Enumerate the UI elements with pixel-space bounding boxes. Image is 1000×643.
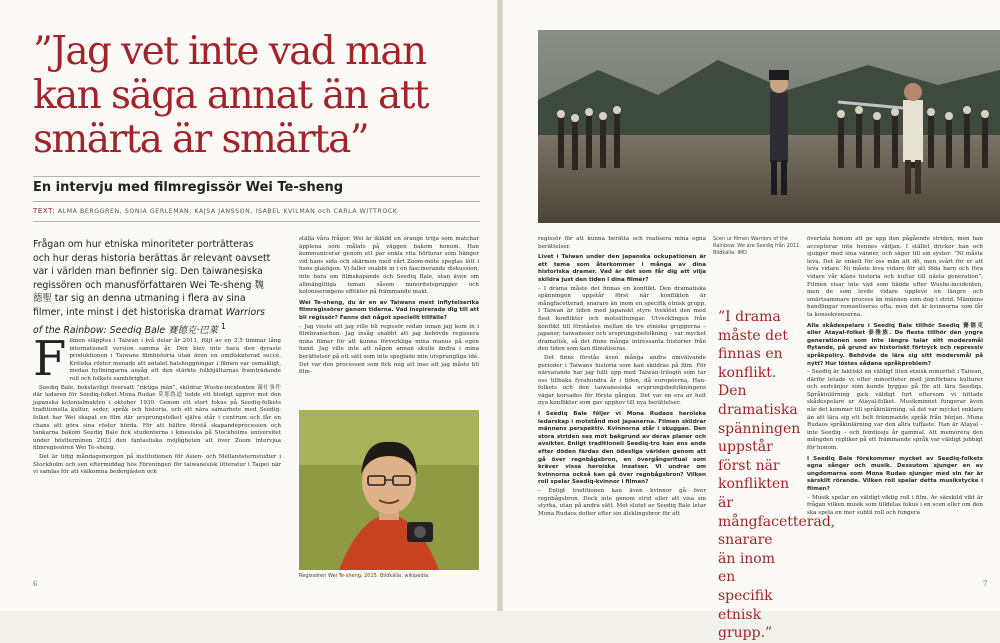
page-number-right: 7 xyxy=(983,580,988,588)
photo-caption: Scen ur filmen Warriors of the Rainbow: We are Seediq från 2011. Bildkälla: IMD xyxy=(713,236,801,256)
interview-question: I Seediq Bale förekommer mycket av Seediq-folkets egna sånger och musik. Dessutom sjunger en av ungdomarna som Mona Rudao sjunger med sin far är särskilt rörande. Vilken roll spelar detta musikstycke i filmen? xyxy=(807,455,983,492)
interview-question: I Seediq Bale följer vi Mona Rudaos heroiska ledarskap i motstånd mot japanerna. Filmen skildrar männens perspektiv. Kvinnorna står i skuggan. Den stora striden ses mot bakgrund av deras planer och avsikter. Enligt traditionell Seediq-tro kan ens ande efter döden färdas den ödesliga världen genom att gå över regnbågsbron, en övergångsritual som kräver vissa heroiska insatser. Vi undrar om kvinnorna också kan gå över regnbågsbron? Vilken roll spelar Seediq-kvinnor i filmen? xyxy=(538,411,706,486)
body-paragraph: Seediq Bale, bokstavligt översatt ”riktiga män”, skildrar Wushe-incidenten 霧社事件 där ledaren för Seediq-folket Mona Rudao 莫那魯道 ledde ett blodigt uppror mot den japanska kolonialmakten i oktober 1930. Genom ett stort fokus på Seediq-folkets traditionella kultur, seder, språk och historia, och ett nära samarbete med Seediq-folket har Wei skapat en film där ursprungsfolket själva står i centrum och får en chans att göra sina röster hörda. För att bättre förstå skapandeprocessen och tankarna bakom Seediq Bale fick studenterna i kinesiska på Stockholms universitet under höstterminen 2023 den fantastiska möjligheten att över Zoom intervjua filmregissören Wei Te-sheng. xyxy=(33,384,281,452)
left-page xyxy=(0,0,497,611)
credits-authors: ALMA BERGGREN, SONIA GERLEMAN, KAJSA JANSSON, ISABEL KVILMAN xyxy=(57,208,316,215)
pull-quote: ”I drama måste det finnas en konflikt. Den dramatiska spänningen uppstår först när konflikten är mångfacetterad, snarare än inom en specifik etnisk grupp.” xyxy=(718,309,836,642)
film-scene-photo xyxy=(538,30,1000,223)
interview-answer: övertala honom att ge upp den pågående striden, men han accepterar inte hennes vädjan. I stället dricker han och sjunger med sina vänner, och säger till sin syster: ”Ni måste leva. Det är enkelt för oss män att dö, men svårt för er att leva vidare. Ni måste leva vidare för att föda barn och föra vidare vår klans historia och kultur till nästa generation”. Filmen visar inte vad som hände efter Wushe-incidenten, men de som levde vidare uppleve en längre och smärtsammare process än männen som dog i strid. Männens handlingar romantiseras ofta, men det är kvinnorna som får ta konsekvenserna. xyxy=(807,236,983,318)
article-ingress xyxy=(33,238,273,337)
drop-cap: F xyxy=(33,331,67,387)
credits-label: TEXT: xyxy=(33,207,56,215)
body-paragraph: Det är tidig måndagsmorgon på institutionen för Asien- och Mellanösternstudier i Stockholm och sen eftermiddag hos Föreningen för taiwanesisk litteratur i Taipei när vi samlas för att välkomna bedergästen och xyxy=(33,453,281,476)
interview-answer: – I drama måste det finnas en konflikt. Den dramatiska spänningen uppstår först när konflikten är mångfacetterad, snarare än inom en specifik etnisk grupp. I Taiwan är tiden med japanskt styre tveklöst den med flest konflikter och motsättningar. Utvecklingen från konflikt till förståelse mellan de tre etniska grupperna – japaner, taiwaneser och ursprungsbefolkning – var mycket dramatisk, så det finns många intressanta historier från den tiden som kan filmatiseras. xyxy=(538,285,706,353)
interview-question: Alla skådespelare i Seediq Bale tillhör Seediq 賽德克 eller Atayal-folket 泰雅族. De flesta tillhör den yngre generationen som inte längre talar sitt modersmål flytande, på grund av historiskt förtryck och repressiv språkpolicy. Behövde de lära sig sitt modersmål på nytt? Hur löstes sådana språkproblem? xyxy=(807,322,983,367)
right-page xyxy=(503,0,1000,642)
interview-question: Wei Te-sheng, du är en av Taiwans mest inflytelserika filmregissörer genom tiderna. Vad inspirerade dig till att bli regissör? Fanns det något speciellt tillfälle? xyxy=(299,299,479,321)
author-credits xyxy=(33,207,483,215)
credits-and: och xyxy=(317,208,331,215)
film-scene-illustration xyxy=(538,30,1000,223)
interview-answer: – Musik spelar en väldigt viktig roll i film. Av särskild vikt är frågan vilken musik som tilldelas fokus i en scen eller om den ska spela en mer subtil roll och fungera xyxy=(807,494,983,516)
ingress-text: Frågan om hur etniska minoriteter porträtteras och hur deras historia berättas är relevant oavsett var i världen man befinner sig. Den taiwanesiska regissören och manusförfattaren Wei Te-sheng 魏德聖 tar sig an denna utmaning i flera av sina filmer, inte minst i det historiska dramat xyxy=(33,239,271,318)
body-paragraph: ställa våra frågor. Wei är iklädd en orange tröja som matchar äpplena som målats på väggen bakom honom. Han kommunicerar genom ett par enkla vita hörlurar som hänger vid hans sida och skärmen med vårt Zoom-möte speglas lätt i hans glasögon. Vi faller snabbt in i en fascinerande diskussion, inte bara om filmskapande och Seediq Bale, utan även om allmängiltiga teman såsom minoritetsgrupper och koloniseringens effekter på främmande makt. xyxy=(299,236,479,296)
title-rule xyxy=(33,176,480,177)
body-column-3 xyxy=(538,236,706,581)
interview-answer: Det finns förstås även många andra omvälvande perioder i Taiwans historia som kan skildras på film. För närvarande har jag fullt upp med Taiwan-trilogin som tar oss tillbaka fyrahundra år i tiden, då européerna, Han-folkets och den taiwanesiska ursprungsbefolkningens vägar korsades för första gången. Det var en era av helt nya konflikter som gav upphov till nya berättelser. xyxy=(538,354,706,407)
body-column-2 xyxy=(299,236,479,406)
interview-question: Livet i Taiwan under den japanska ockupationen är ett tema som återkommer i många av dina historiska dramer. Vad är det som får dig att vilja skildra just den tiden i dina filmer? xyxy=(538,254,706,283)
body-paragraph: ilmen släpptes i Taiwan i två delar år 2011, följt av en 2,5 timmar lång internationell version samma år. Den blev inte bara den dyraste produktionen i Taiwans filmhistoria utan även en omdiskuterad succé. Kritiska röster menade att antalet halshuggningar i filmen var osmakligt, medan hyllningarna ansåg att den stärkte folkhjältarnas framträdande roll och folkets samhörighet. xyxy=(69,338,281,382)
subtitle-rule xyxy=(33,201,480,202)
interview-answer: regissör för att kunna berätta och realisera mina egna berättelser. xyxy=(538,236,706,250)
body-column-4 xyxy=(807,236,983,581)
ingress-footnote: 1 xyxy=(221,321,227,331)
body-column-1 xyxy=(33,331,281,583)
interview-answer: – Seediq är faktiskt en väldigt liten etnisk minoritet i Taiwan, därför letade vi efter minoriteter med jämförbara kulturer och sedvänjor som kunde byggas på för att lära Seediqs. Språkinlärning gick väldigt fort eftersom vi hittade skådespelare ur Atayal-folket. Musikminnet fungerar även när det kommer till språkinlärning, så det var mycket enklare än att lära sig ett helt främmande språk från början. Mona Rudaos språkinlärning var den allra tuffaste. Han är Atayal – inte Seediq – och femtiosju år gammal. Att memorera den mängden repliker på ett främmande språk var väldigt jobbigt för honom. xyxy=(807,369,983,452)
page-number-left: 6 xyxy=(33,580,38,588)
article-title: ”Jag vet inte vad man kan säga annat än att smärta är smärta” xyxy=(33,29,428,162)
ingress-film-title: Warriors of the Rainbow: Seediq Bale 賽德克·巴萊 xyxy=(33,306,265,336)
article-subtitle: En intervju med filmregissör Wei Te-sheng xyxy=(33,180,344,195)
portrait-caption: Regissören Wei Te-sheng, 2015. Bildkälla: wikipedia. xyxy=(299,573,430,579)
director-portrait xyxy=(299,410,479,570)
interview-answer: – Enligt traditionen kan även kvinnor gå över regnbågsbron. Dock inte genom strid eller att visa sin styrka, utan på andra sätt. Mot slutet av Seediq Bale letar Mona Rudaos dotter efter sin älsklingsbror för att xyxy=(538,488,706,517)
portrait-illustration xyxy=(299,410,479,570)
interview-answer: – Jag visste att jag ville bli regissör redan innan jag kom in i filmbranschen. Jag insåg snabbt att jag behövde regissera mina filmer för att kunna förverkliga mina manus på egen hand. Jag ville inte att någon annan skulle ändra i mina berättelser på ett sätt som inte speglade min ursprungliga idé. Det var den processen som fick mig att inse att jag måste bli film- xyxy=(299,323,479,376)
credits-rule xyxy=(33,221,480,222)
credits-last-author: CARLA WITTROCK xyxy=(333,208,398,215)
